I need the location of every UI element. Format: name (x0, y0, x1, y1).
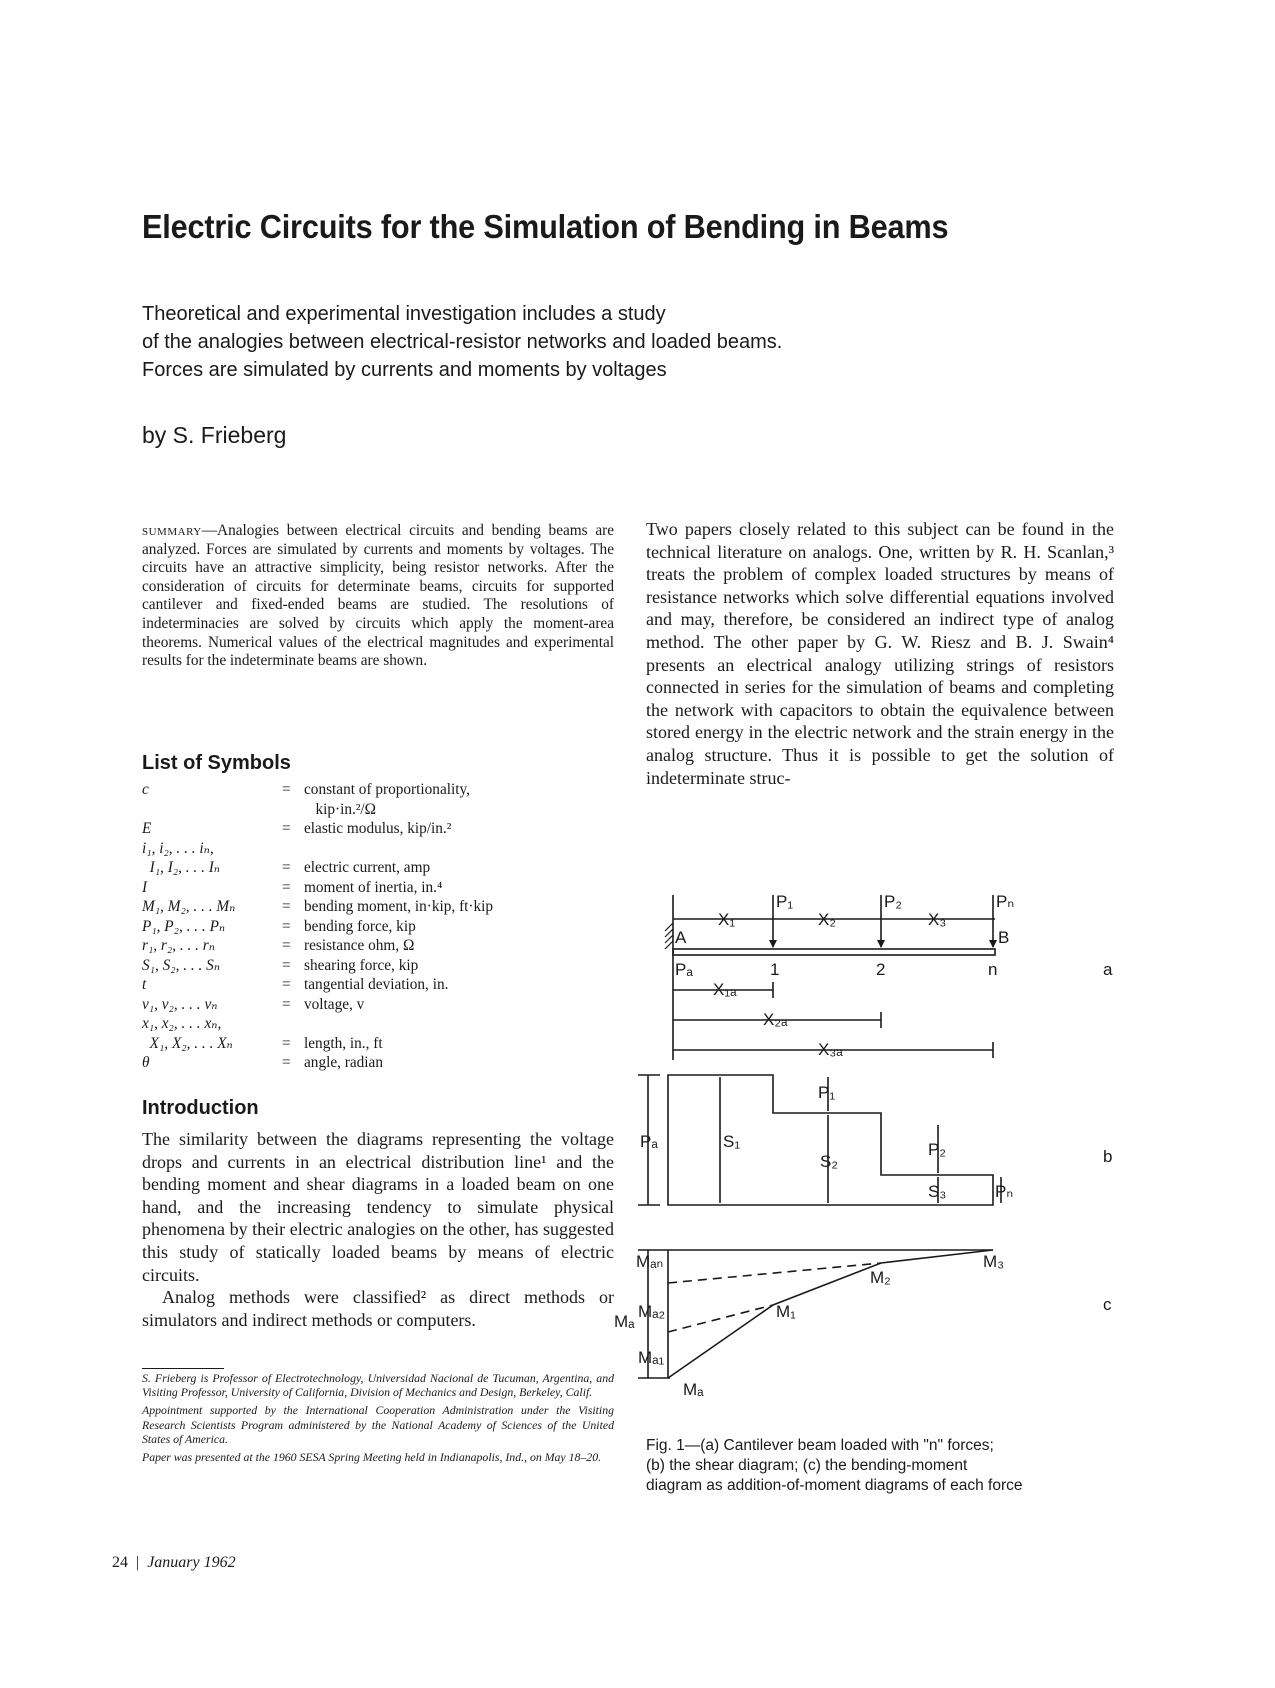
footnote: Paper was presented at the 1960 SESA Spring Meeting held in Indianapolis, Ind., on May 18–20. (142, 1450, 602, 1465)
symbol-definition: elastic modulus, kip/in.² (304, 820, 452, 837)
panel-label-b: b (1103, 1147, 1113, 1166)
symbol-name: M₁, M₂, . . . Mₙ (142, 898, 236, 915)
symbol-definition: angle, radian (304, 1054, 383, 1071)
panel-c-moment-diagram (614, 1250, 1112, 1399)
symbol-row (142, 897, 622, 917)
label-ma2: Mₐ₂ (638, 1302, 666, 1321)
intro-paragraph: The similarity between the diagrams representing the voltage drops and currents in an electrical distribution line¹ and the bending moment and shear diagrams in a loaded beam on one hand, and the increasing tendency to simulate physical phenomena by their electric analogies on the other, has suggested this study of statically loaded beams by means of electric circuits. (142, 1129, 614, 1285)
symbol-definition: tangential deviation, in. (304, 976, 449, 993)
label-s1: S₁ (723, 1132, 741, 1151)
label-m1: M₁ (776, 1302, 796, 1321)
panel-b-shear-diagram (638, 1075, 1112, 1205)
label-m3: M₃ (983, 1252, 1005, 1271)
label-point-a: A (675, 928, 687, 947)
symbol-row (142, 936, 622, 956)
symbol-equals (282, 1014, 304, 1034)
symbol-definition: voltage, v (304, 995, 365, 1013)
symbol-equals: = (282, 917, 291, 935)
symbol-definition: length, in., ft (304, 1034, 383, 1052)
footnote: Appointment supported by the International Cooperation Administration under the Visiting Research Scientists Program administered by the National Academy of Sciences of the United States of America. (142, 1403, 614, 1446)
intro-paragraph: Analog methods were classified² as direct methods or simulators and indirect methods or computers. (142, 1287, 614, 1330)
summary-text: —Analogies between electrical circuits and bending beams are analyzed. Forces are simulated by currents and moments by voltages. The circuits have an attractive simplicity, being resistor networks. After the consideration of circuits for determinate beams, circuits for supported cantilever and fixed-ended beams are studied. The resolutions of indeterminacies are solved by circuits which apply the moment-area theorems. Numerical values of the electrical magnitudes and experimental results for the indeterminate beams are shown. (142, 522, 614, 670)
label-x2a: X₂ₐ (763, 1010, 788, 1029)
symbol-name: r₁, r₂, . . . rₙ (142, 937, 215, 954)
symbol-row (142, 800, 622, 820)
label-x3: X₃ (928, 910, 947, 929)
symbol-row (142, 780, 622, 800)
label-x2: X₂ (818, 910, 836, 929)
symbol-definition: shearing force, kip (304, 956, 419, 974)
subtitle-line: of the analogies between electrical-resistor networks and loaded beams. (142, 331, 783, 353)
symbol-row (142, 858, 622, 878)
summary-label: summary (142, 522, 202, 539)
symbol-definition (304, 1014, 622, 1034)
label-p2: P₂ (928, 1140, 946, 1159)
symbol-name: x₁, x₂, . . . xₙ, (142, 1015, 222, 1032)
beam (673, 949, 995, 955)
label-p2: P₂ (884, 892, 902, 911)
symbol-equals: = (282, 878, 291, 896)
label-x1a: X₁ₐ (713, 980, 737, 999)
article-subtitle (142, 300, 782, 384)
symbol-name: I₁, I₂, . . . Iₙ (142, 859, 221, 876)
introduction-body (142, 1128, 614, 1331)
symbol-name: X₁, X₂, . . . Xₙ (142, 1034, 233, 1052)
symbol-definition: resistance ohm, Ω (304, 937, 415, 954)
partial-moment-line (668, 1305, 773, 1332)
panel-label-a: a (1103, 960, 1113, 979)
symbol-equals: = (282, 1054, 291, 1071)
symbol-name: i₁, i₂, . . . iₙ, (142, 839, 214, 857)
symbol-definition: bending moment, in·kip, ft·kip (304, 898, 494, 915)
symbol-name: v₁, v₂, . . . vₙ (142, 995, 218, 1013)
label-pn: Pₙ (995, 1182, 1014, 1201)
symbol-equals: = (282, 1034, 291, 1052)
symbol-name: t (142, 976, 147, 993)
symbol-row (142, 819, 622, 839)
panel-a-cantilever (665, 892, 1113, 1060)
resultant-moment-line (668, 1250, 993, 1378)
symbol-equals: = (282, 898, 291, 915)
caption-line: (b) the shear diagram; (c) the bending-moment (646, 1457, 968, 1474)
label-point-2: 2 (876, 960, 886, 979)
symbol-equals: = (282, 859, 291, 876)
figure-caption (646, 1436, 1116, 1496)
introduction-heading: Introduction (142, 1097, 259, 1119)
symbol-equals: = (282, 937, 291, 954)
symbol-equals: = (282, 820, 291, 837)
symbol-definition: moment of inertia, in.⁴ (304, 878, 443, 896)
footnote-rule (142, 1368, 224, 1369)
label-ma-bottom: Mₐ (683, 1380, 704, 1399)
label-man: Mₐₙ (636, 1252, 664, 1271)
symbol-equals: = (282, 976, 291, 993)
label-x3a: X₃ₐ (818, 1040, 843, 1059)
symbol-row (142, 1014, 622, 1034)
symbol-name: P₁, P₂, . . . Pₙ (142, 917, 226, 935)
issue-date: January 1962 (147, 1554, 236, 1571)
label-reaction-pa: Pₐ (675, 960, 693, 979)
symbol-name: θ (142, 1054, 150, 1071)
label-ma1: Mₐ₁ (638, 1348, 665, 1367)
symbols-heading: List of Symbols (142, 752, 291, 774)
symbol-definition: constant of proportionality, (304, 781, 470, 798)
label-p1: P₁ (776, 892, 794, 911)
label-s3: S₃ (928, 1182, 947, 1201)
symbol-definition (304, 839, 622, 859)
right-column-text (646, 518, 1114, 789)
caption-line: Fig. 1—(a) Cantilever beam loaded with "n" forces; (646, 1437, 994, 1454)
symbol-definition: kip·in.²/Ω (304, 800, 377, 818)
symbols-list (142, 780, 622, 1073)
label-pn: Pₙ (996, 892, 1015, 911)
panel-label-c: c (1103, 1295, 1112, 1314)
symbol-definition: bending force, kip (304, 917, 416, 935)
partial-moment-line (668, 1263, 881, 1283)
label-s2: S₂ (820, 1152, 838, 1171)
symbol-name: S₁, S₂, . . . Sₙ (142, 956, 221, 974)
label-point-b: B (998, 928, 1010, 947)
footnote: S. Frieberg is Professor of Electrotechnology, Universidad Nacional de Tucuman, Argentina, and Visiting Professor, University of California, Division of Mechanics and Design, Berkeley, Calif. (142, 1371, 614, 1400)
page-number: 24 (112, 1554, 128, 1571)
symbol-equals: = (282, 781, 291, 798)
symbol-row (142, 995, 622, 1015)
symbol-equals (282, 839, 304, 859)
symbol-name: E (142, 820, 152, 837)
symbol-row (142, 878, 622, 898)
article-title: Electric Circuits for the Simulation of Bending in Beams (142, 208, 949, 245)
figure-1 (614, 885, 1128, 1405)
footnotes (142, 1371, 614, 1468)
symbol-equals (282, 800, 304, 820)
symbol-row (142, 1034, 622, 1054)
label-x1: X₁ (718, 910, 736, 929)
symbol-row (142, 917, 622, 937)
author-byline: by S. Frieberg (142, 422, 287, 448)
subtitle-line: Forces are simulated by currents and moments by voltages (142, 359, 667, 381)
symbol-row (142, 839, 622, 859)
symbol-name: I (142, 878, 148, 896)
folio-separator: | (136, 1554, 140, 1571)
symbol-row (142, 975, 622, 995)
symbol-name: c (142, 781, 149, 798)
subtitle-line: Theoretical and experimental investigation includes a study (142, 303, 666, 325)
symbol-row (142, 1053, 622, 1073)
symbol-equals: = (282, 995, 291, 1013)
label-point-n: n (988, 960, 998, 979)
label-m2: M₂ (870, 1268, 891, 1287)
label-pa: Pₐ (640, 1132, 658, 1151)
summary-paragraph (142, 522, 614, 671)
symbol-equals: = (282, 956, 291, 974)
fixed-support-hatch (665, 923, 673, 949)
symbol-definition: electric current, amp (304, 859, 431, 876)
caption-line: diagram as addition-of-moment diagrams of each force (646, 1477, 1023, 1494)
label-ma: Mₐ (614, 1312, 635, 1331)
label-point-1: 1 (770, 960, 780, 979)
symbol-name (142, 800, 282, 820)
page-folio (112, 1554, 236, 1572)
label-p1: P₁ (818, 1083, 836, 1102)
symbol-row (142, 956, 622, 976)
body-paragraph: Two papers closely related to this subject can be found in the technical literature on analogs. One, written by R. H. Scanlan,³ treats the problem of complex loaded structures by means of resistance networks which solve differential equations involved and may, therefore, be considered an indirect type of analog method. The other paper by G. W. Riesz and B. J. Swain⁴ presents an electrical analogy utilizing strings of resistors connected in series for the simulation of beams and completing the network with capacitors to obtain the equivalence between stored energy in the electric network and the strain energy in the analog structure. Thus it is possible to get the solution of indeterminate struc- (646, 519, 1114, 788)
